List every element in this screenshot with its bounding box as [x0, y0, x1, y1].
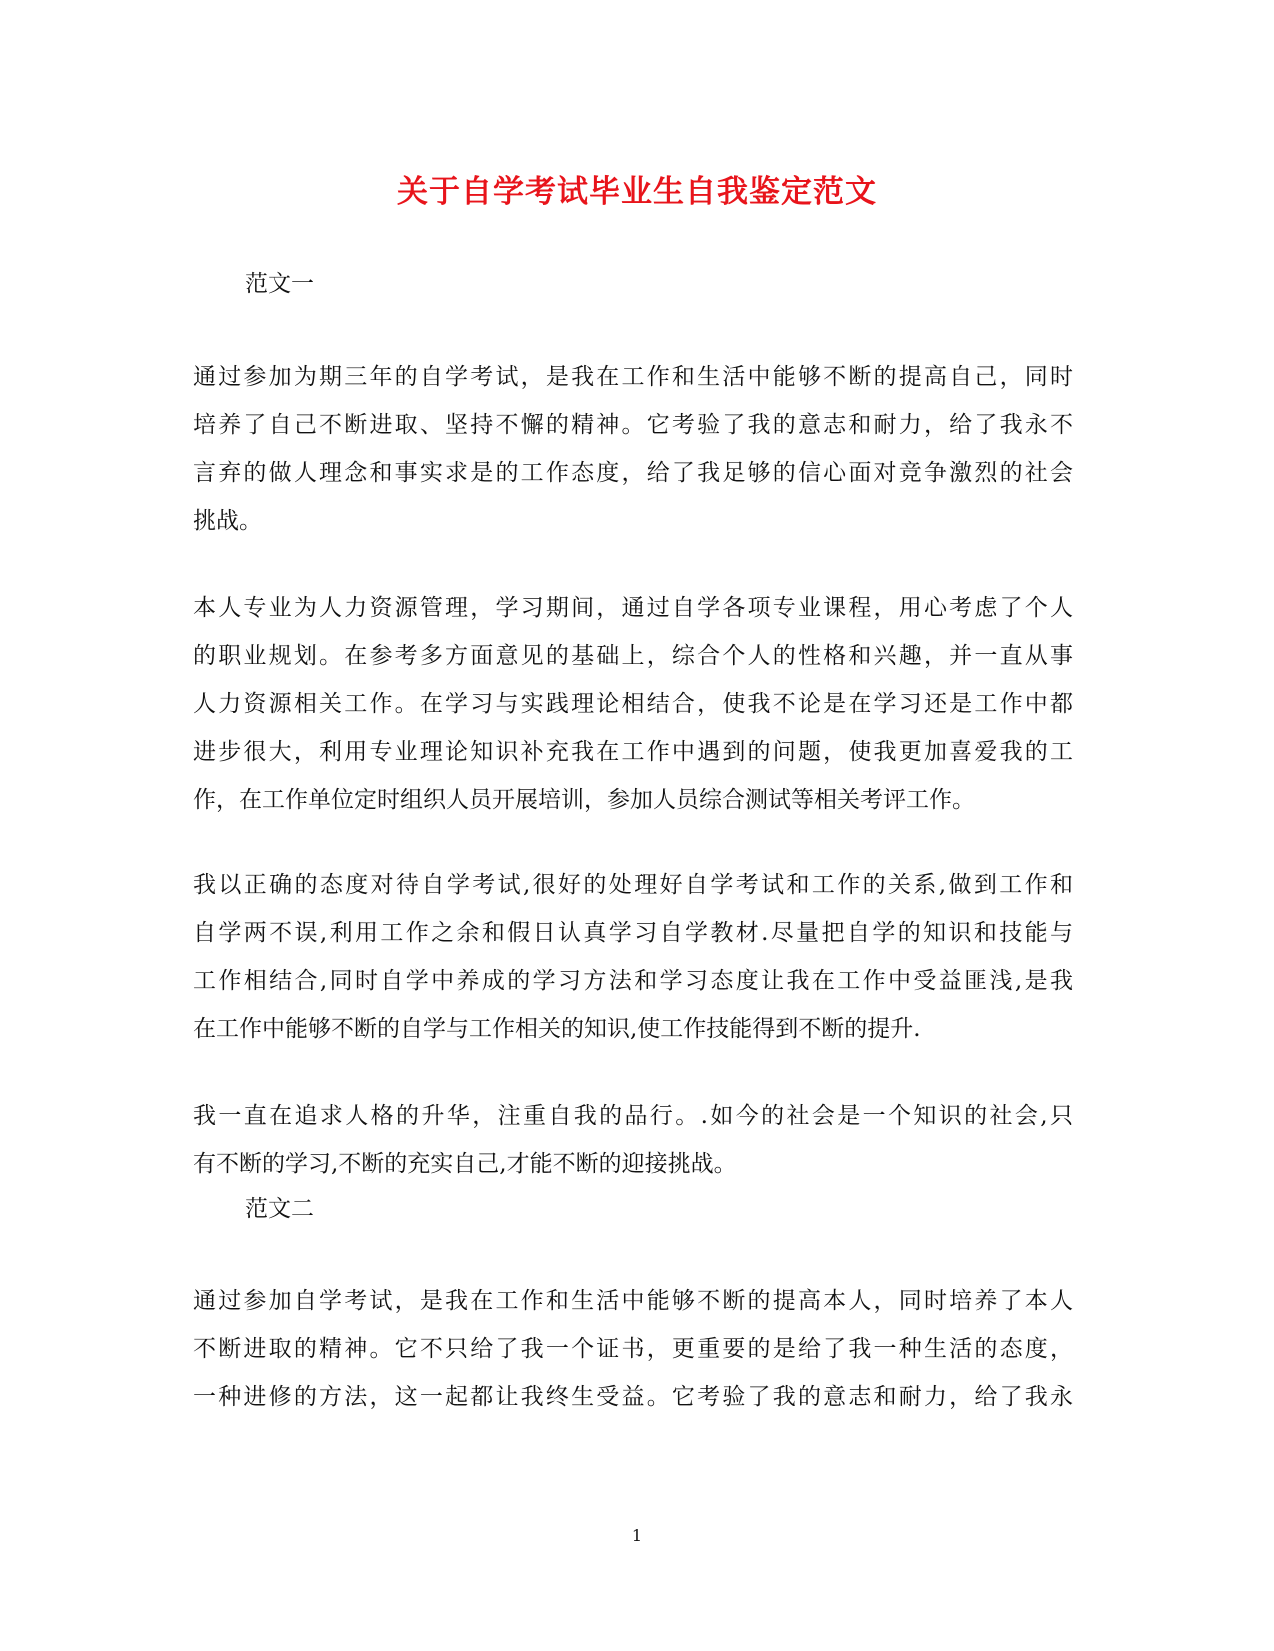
paragraph-5 [193, 1277, 1073, 1421]
document-title: 关于自学考试毕业生自我鉴定范文 [397, 174, 877, 210]
paragraph-line: 我一直在追求人格的升华，注重自我的品行。.如今的社会是一个知识的社会,只 [193, 1103, 1073, 1129]
paragraph-line: 工作相结合,同时自学中养成的学习方法和学习态度让我在工作中受益匪浅,是我 [193, 968, 1073, 994]
section-heading-1: 范文一 [245, 271, 314, 297]
section-heading-2: 范文二 [245, 1196, 314, 1222]
paragraph-line: 我以正确的态度对待自学考试,很好的处理好自学考试和工作的关系,做到工作和 [193, 872, 1073, 898]
paragraph-line: 自学两不误,利用工作之余和假日认真学习自学教材.尽量把自学的知识和技能与 [193, 920, 1073, 946]
paragraph-line: 不断进取的精神。它不只给了我一个证书，更重要的是给了我一种生活的态度， [193, 1336, 1073, 1362]
paragraph-4 [193, 1092, 1073, 1188]
paragraph-3 [193, 861, 1073, 1053]
paragraph-line: 人力资源相关工作。在学习与实践理论相结合，使我不论是在学习还是工作中都 [193, 691, 1073, 717]
paragraph-line: 一种进修的方法，这一起都让我终生受益。它考验了我的意志和耐力，给了我永 [193, 1384, 1073, 1410]
paragraph-1 [193, 353, 1073, 545]
paragraph-line: 言弃的做人理念和事实求是的工作态度，给了我足够的信心面对竞争激烈的社会 [193, 460, 1073, 486]
paragraph-line: 本人专业为人力资源管理，学习期间，通过自学各项专业课程，用心考虑了个人 [193, 595, 1073, 621]
paragraph-line: 挑战。 [193, 508, 262, 534]
paragraph-line: 的职业规划。在参考多方面意见的基础上，综合个人的性格和兴趣，并一直从事 [193, 643, 1073, 669]
paragraph-2 [193, 584, 1073, 824]
paragraph-line: 有不断的学习,不断的充实自己,才能不断的迎接挑战。 [193, 1151, 737, 1177]
paragraph-line: 通过参加为期三年的自学考试，是我在工作和生活中能够不断的提高自己，同时 [193, 364, 1073, 390]
page-number: 1 [631, 1526, 643, 1545]
paragraph-line: 在工作中能够不断的自学与工作相关的知识,使工作技能得到不断的提升. [193, 1016, 921, 1042]
paragraph-line: 进步很大，利用专业理论知识补充我在工作中遇到的问题，使我更加喜爱我的工 [193, 739, 1073, 765]
paragraph-line: 作，在工作单位定时组织人员开展培训，参加人员综合测试等相关考评工作。 [193, 787, 975, 813]
paragraph-line: 培养了自己不断进取、坚持不懈的精神。它考验了我的意志和耐力，给了我永不 [193, 412, 1073, 438]
paragraph-line: 通过参加自学考试，是我在工作和生活中能够不断的提高本人，同时培养了本人 [193, 1288, 1073, 1314]
